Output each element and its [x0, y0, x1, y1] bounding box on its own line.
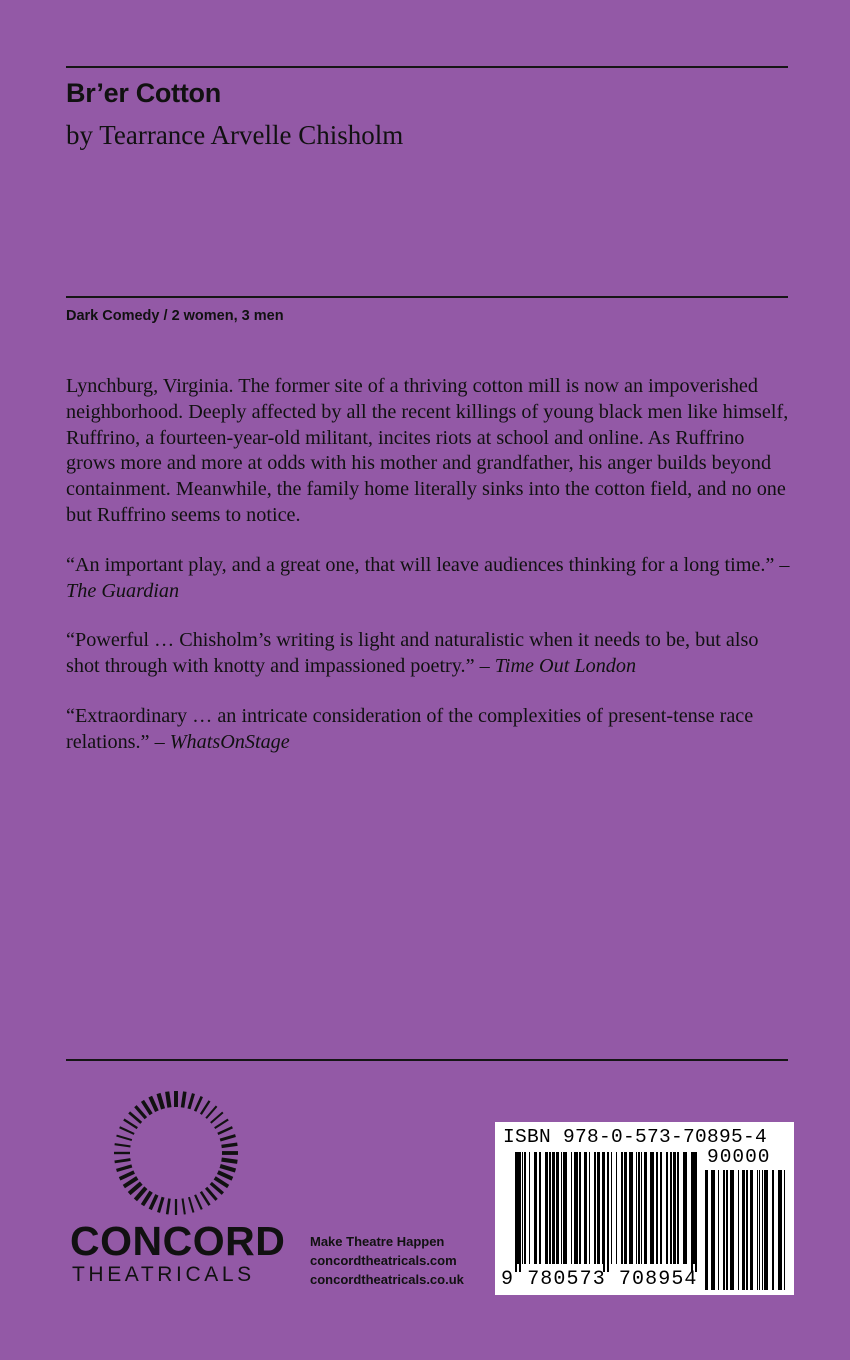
publisher-site-uk: concordtheatricals.co.uk: [310, 1272, 464, 1287]
review-quote: “An important play, and a great one, that will leave audiences thinking for a long time.” –: [66, 553, 790, 576]
genre-cast-line: Dark Comedy / 2 women, 3 men: [66, 308, 284, 324]
publisher-tagline: Make Theatre Happen: [310, 1234, 445, 1249]
review-quote: “Extraordinary … an intricate consideration of the complexities of present-tense race relations.” –: [66, 704, 754, 753]
review-source: Time Out London: [494, 655, 637, 678]
review-quote: “Powerful … Chisholm’s writing is light and naturalistic when it needs to be, but also shot through with knotty and impassioned poetry.” –: [66, 629, 759, 678]
review-source: The Guardian: [66, 579, 180, 602]
review-1: [66, 553, 796, 605]
middle-rule: [66, 296, 788, 298]
concord-logo-ring-icon: [111, 1088, 241, 1218]
publisher-name: CONCORD: [70, 1218, 286, 1264]
top-rule: [66, 66, 788, 68]
ean-digits: 9 780573 708954: [501, 1268, 698, 1291]
review-2: [66, 628, 796, 680]
price-code: 90000: [707, 1146, 771, 1168]
review-3: [66, 704, 796, 756]
bottom-rule: [66, 1059, 788, 1061]
publisher-site-us: concordtheatricals.com: [310, 1253, 457, 1268]
publisher-subname: THEATRICALS: [72, 1263, 255, 1286]
publisher-contact: [310, 1232, 464, 1289]
isbn-barcode: [495, 1122, 794, 1295]
synopsis: Lynchburg, Virginia. The former site of a thriving cotton mill is now an impoverished neighborhood. Deeply affected by all the recent killings of young black men like himself, Ruffrino, a fourteen-year-old militant, incites riots at school and online. As Ruffrino grows more and more at odds with his mother and grandfather, his anger builds beyond containment. Meanwhile, the family home literally sinks into the cotton field, and no one but Ruffrino seems to notice.: [66, 375, 789, 526]
review-source: WhatsOnStage: [169, 730, 290, 753]
book-title: Br’er Cotton: [66, 78, 221, 108]
isbn-number: ISBN 978-0-573-70895-4: [503, 1126, 768, 1148]
back-cover-copy: [66, 374, 796, 780]
book-author: by Tearrance Arvelle Chisholm: [66, 120, 404, 150]
